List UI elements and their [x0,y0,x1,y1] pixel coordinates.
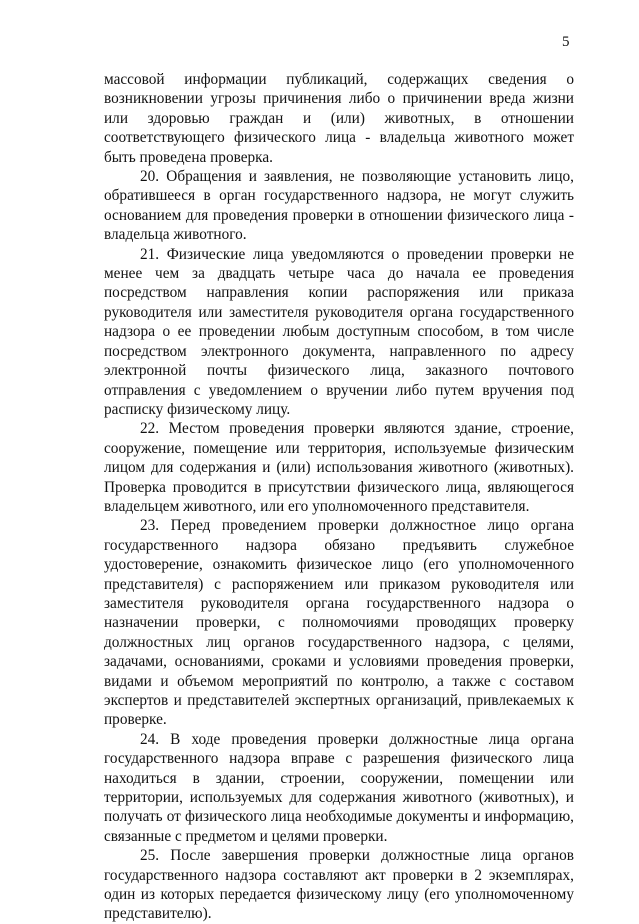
paragraph-23: 23. Перед проведением проверки должностное лицо органа государственного надзора обязано предъявить служебное удостоверение, ознакомить физическое лицо (его уполномоченного представителя) с распоряжением или приказом руководителя или заместителя руководителя органа государственного надзора о назначении проверки, с полномочиями проводящих проверку должностных лиц органов государственного надзора, с целями, задачами, основаниями, сроками и условиями проведения проверки, видами и объемом мероприятий по контролю, а также с составом экспертов и представителей экспертных организаций, привлекаемых к проверке. [104,517,574,729]
paragraph-20: 20. Обращения и заявления, не позволяющие установить лицо, обратившееся в орган государственного надзора, не могут служить основанием для проведения проверки в отношении физического лица - владельца животного. [104,168,574,244]
page-number: 5 [562,34,570,50]
paragraph-22: 22. Местом проведения проверки являются здание, строение, сооружение, помещение или территория, используемые физическим лицом для содержания и (или) использования животного (животных). Проверка проводится в присутствии физического лица, являющегося владельцем животного, или его уполномоченного представителя. [104,420,574,515]
paragraph-21: 21. Физические лица уведомляются о проведении проверки не менее чем за двадцать четыре часа до начала ее проведения посредством направления копии распоряжения или приказа руководителя или заместителя руководителя органа государственного надзора о ее проведении любым доступным способом, в том числе посредством электронного документа, направленного по адресу электронной почты физического лица, заказного почтового отправления с уведомлением о вручении либо путем вручения под расписку физическому лицу. [104,245,574,418]
paragraph-25: 25. После завершения проверки должностные лица органов государственного надзора составляют акт проверки в 2 экземплярах, один из которых передается физическому лицу (его уполномоченному представителю). [104,847,574,923]
paragraph-continuation: массовой информации публикаций, содержащих сведения о возникновении угрозы причинения либо о причинении вреда жизни или здоровью граждан и (или) животных, в отношении соответствующего физического лица - владельца животного может быть проведена проверка. [104,71,574,166]
paragraph-24: 24. В ходе проведения проверки должностные лица органа государственного надзора вправе с разрешения физического лица находиться в здании, строении, сооружении, помещении или территории, используемых для содержания животного (животных), и получать от физического лица необходимые документы и информацию, связанные с предметом и целями проверки. [104,730,574,845]
document-body [104,70,574,924]
